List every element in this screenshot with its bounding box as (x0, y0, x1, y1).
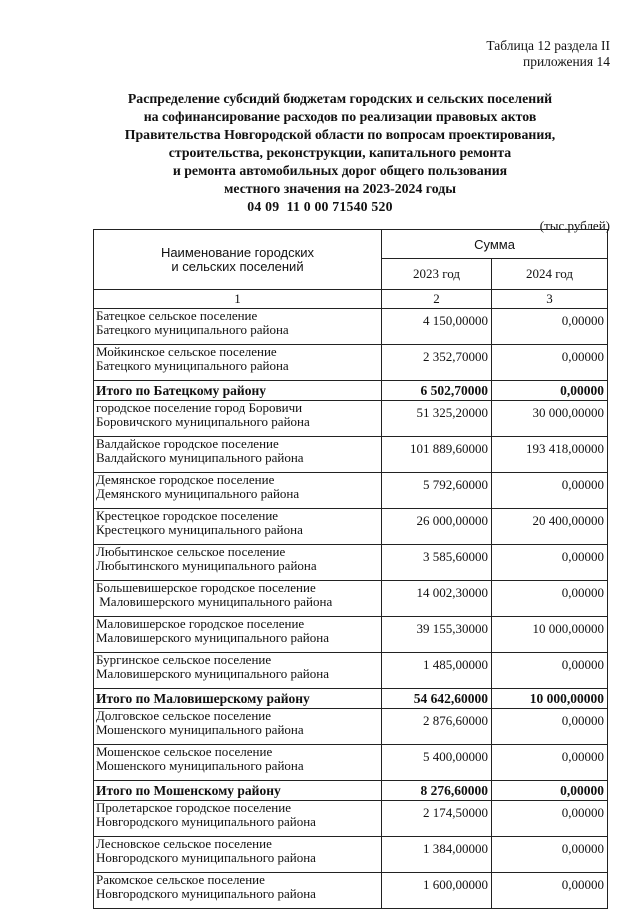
settlement-name: Демянское городское поселение (96, 472, 275, 487)
settlement-name-cell (94, 473, 382, 509)
table-row (94, 837, 608, 873)
district-name: Маловишерского муниципального района (96, 594, 333, 609)
amount-2024: 0,00000 (492, 653, 608, 689)
district-name: Маловишерского муниципального района (96, 666, 329, 681)
appendix-line-table: Таблица 12 раздела II (486, 38, 610, 53)
district-name: Валдайского муниципального района (96, 450, 304, 465)
amount-2024: 10 000,00000 (492, 689, 608, 709)
amount-2024: 0,00000 (492, 545, 608, 581)
settlement-name-cell (94, 653, 382, 689)
table-row (94, 709, 608, 745)
settlement-name: Пролетарское городское поселение (96, 800, 291, 815)
amount-2024: 30 000,00000 (492, 401, 608, 437)
title-line: строительства, реконструкции, капитального ремонта (168, 145, 512, 160)
amount-2024: 0,00000 (492, 345, 608, 381)
settlement-name: Мойкинское сельское поселение (96, 344, 277, 359)
district-name: Любытинского муниципального района (96, 558, 317, 573)
table-row (94, 473, 608, 509)
amount-2023: 14 002,30000 (382, 581, 492, 617)
district-name: Батецкого муниципального района (96, 358, 289, 373)
amount-2024: 0,00000 (492, 709, 608, 745)
amount-2024: 10 000,00000 (492, 617, 608, 653)
table-row (94, 509, 608, 545)
settlement-name: Бургинское сельское поселение (96, 652, 272, 667)
column-number: 2 (382, 290, 492, 309)
table-row (94, 653, 608, 689)
district-name: Мошенского муниципального района (96, 722, 304, 737)
settlement-name-cell (94, 581, 382, 617)
district-name: Боровичского муниципального района (96, 414, 310, 429)
column-header-2023: 2023 год (382, 259, 492, 290)
column-number: 3 (492, 290, 608, 309)
amount-2023: 1 600,00000 (382, 873, 492, 909)
settlement-name-cell (94, 689, 382, 709)
settlement-name-cell (94, 801, 382, 837)
document-title (60, 90, 620, 198)
column-header-name-line: и сельских поселений (171, 258, 304, 274)
settlement-name: Батецкое сельское поселение (96, 308, 258, 323)
amount-2024: 0,00000 (492, 381, 608, 401)
settlement-name-cell (94, 873, 382, 909)
table-row-total (94, 781, 608, 801)
settlement-name: городское поселение город Боровичи (96, 400, 303, 415)
amount-2023: 3 585,60000 (382, 545, 492, 581)
column-header-name-line: Наименование городских (160, 244, 315, 260)
amount-2024: 193 418,00000 (492, 437, 608, 473)
amount-2024: 0,00000 (492, 837, 608, 873)
settlement-name: Любытинское сельское поселение (96, 544, 286, 559)
table-row (94, 437, 608, 473)
settlement-name-cell (94, 617, 382, 653)
amount-2023: 2 352,70000 (382, 345, 492, 381)
table-row (94, 581, 608, 617)
title-line: на софинансирование расходов по реализации правовых актов (143, 109, 537, 124)
settlement-name-cell (94, 381, 382, 401)
amount-2024: 0,00000 (492, 473, 608, 509)
amount-2023: 26 000,00000 (382, 509, 492, 545)
appendix-line-annex: приложения 14 (522, 54, 610, 69)
settlement-name-cell (94, 709, 382, 745)
amount-2023: 1 485,00000 (382, 653, 492, 689)
unit-label: (тыс.рублей) (539, 218, 610, 233)
settlement-name-cell (94, 309, 382, 345)
column-header-2024: 2024 год (492, 259, 608, 290)
table-row (94, 801, 608, 837)
settlement-name: Мошенское сельское поселение (96, 744, 273, 759)
settlement-name-cell (94, 345, 382, 381)
column-header-sum: Сумма (382, 230, 608, 259)
settlement-name: Долговское сельское поселение (96, 708, 271, 723)
appendix-reference (486, 38, 610, 70)
amount-2024: 0,00000 (492, 801, 608, 837)
settlement-name-cell (94, 837, 382, 873)
table-row (94, 545, 608, 581)
table-row (94, 345, 608, 381)
table-row (94, 617, 608, 653)
amount-2023: 1 384,00000 (382, 837, 492, 873)
column-header-name (94, 230, 382, 290)
amount-2024: 0,00000 (492, 581, 608, 617)
title-line: и ремонта автомобильных дорог общего пользования (172, 163, 508, 178)
settlement-name: Ракомское сельское поселение (96, 872, 265, 887)
district-name: Демянского муниципального района (96, 486, 300, 501)
settlement-name: Итого по Батецкому району (96, 382, 266, 398)
title-line: Распределение субсидий бюджетам городских и сельских поселений (127, 91, 553, 106)
amount-2024: 0,00000 (492, 309, 608, 345)
settlement-name-cell (94, 437, 382, 473)
amount-2024: 20 400,00000 (492, 509, 608, 545)
amount-2023: 51 325,20000 (382, 401, 492, 437)
table-row-total (94, 689, 608, 709)
amount-2023: 5 792,60000 (382, 473, 492, 509)
settlement-name: Валдайское городское поселение (96, 436, 279, 451)
settlement-name: Большевишерское городское поселение (96, 580, 316, 595)
table-row (94, 401, 608, 437)
settlement-name-cell (94, 401, 382, 437)
settlement-name: Крестецкое городское поселение (96, 508, 279, 523)
amount-2023: 8 276,60000 (382, 781, 492, 801)
amount-2024: 0,00000 (492, 745, 608, 781)
district-name: Новгородского муниципального района (96, 814, 316, 829)
settlement-name: Лесновское сельское поселение (96, 836, 272, 851)
amount-2024: 0,00000 (492, 781, 608, 801)
settlement-name: Итого по Мошенскому району (96, 782, 281, 798)
amount-2023: 6 502,70000 (382, 381, 492, 401)
table-row-total (94, 381, 608, 401)
district-name: Новгородского муниципального района (96, 850, 316, 865)
table-row (94, 309, 608, 345)
amount-2024: 0,00000 (492, 873, 608, 909)
settlement-name-cell (94, 745, 382, 781)
table-row (94, 745, 608, 781)
title-line: местного значения на 2023-2024 годы (224, 181, 456, 196)
settlement-name-cell (94, 545, 382, 581)
district-name: Мошенского муниципального района (96, 758, 304, 773)
amount-2023: 2 876,60000 (382, 709, 492, 745)
amount-2023: 101 889,60000 (382, 437, 492, 473)
district-name: Маловишерского муниципального района (96, 630, 329, 645)
table-body (94, 309, 608, 909)
title-line: Правительства Новгородской области по вопросам проектирования, (124, 127, 556, 142)
district-name: Крестецкого муниципального района (96, 522, 303, 537)
subsidy-table (93, 229, 608, 909)
settlement-name-cell (94, 509, 382, 545)
amount-2023: 39 155,30000 (382, 617, 492, 653)
settlement-name: Итого по Маловишерскому району (96, 690, 310, 706)
amount-2023: 2 174,50000 (382, 801, 492, 837)
settlement-name: Маловишерское городское поселение (96, 616, 305, 631)
settlement-name-cell (94, 781, 382, 801)
district-name: Новгородского муниципального района (96, 886, 316, 901)
budget-classification-code: 04 09 11 0 00 71540 520 (247, 199, 393, 214)
column-number: 1 (94, 290, 382, 309)
table-row (94, 873, 608, 909)
amount-2023: 54 642,60000 (382, 689, 492, 709)
amount-2023: 4 150,00000 (382, 309, 492, 345)
amount-2023: 5 400,00000 (382, 745, 492, 781)
district-name: Батецкого муниципального района (96, 322, 289, 337)
